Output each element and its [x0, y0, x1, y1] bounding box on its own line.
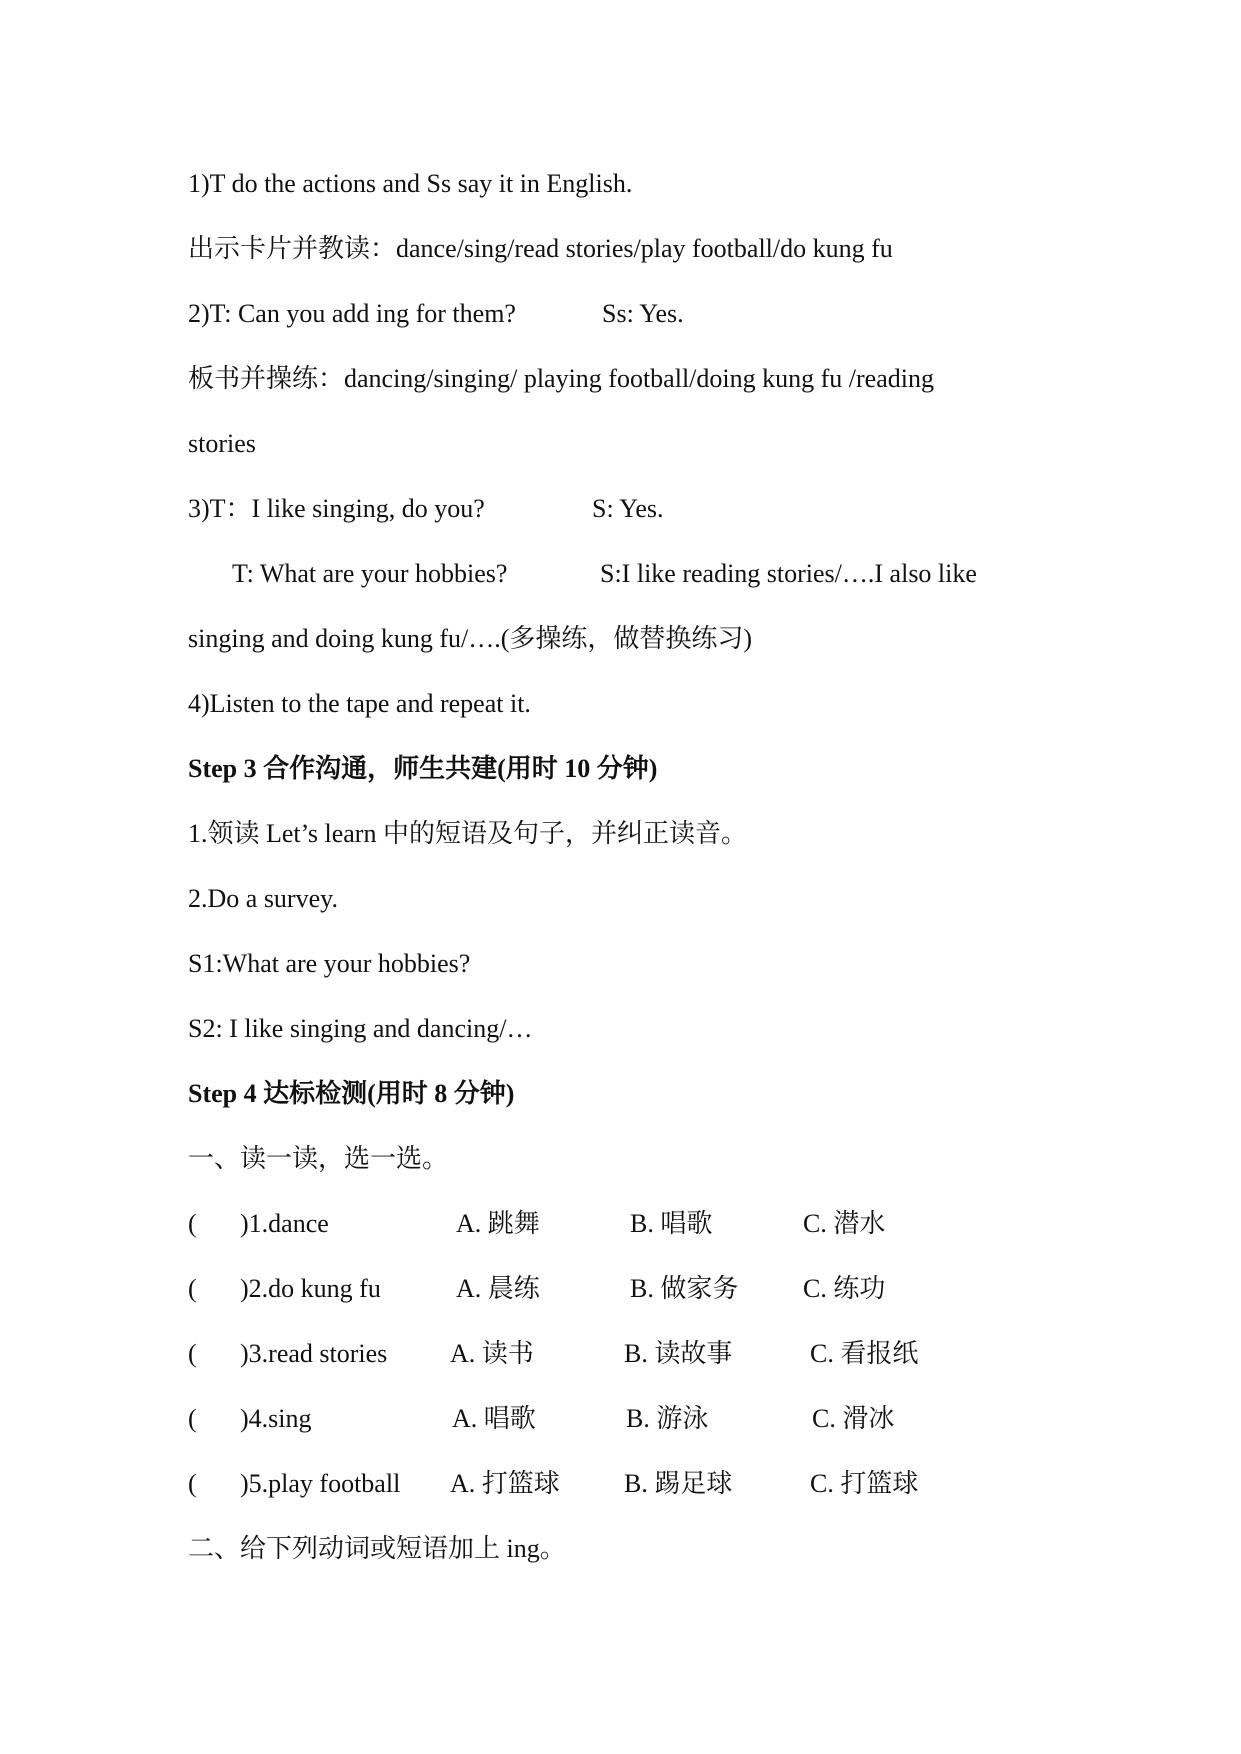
- quiz-item: )1.dance: [240, 1209, 329, 1238]
- quiz-option-b: B. 做家务: [630, 1274, 739, 1303]
- text-line-s1: S1:What are your hobbies?: [188, 949, 471, 978]
- quiz-option-b: B. 唱歌: [630, 1209, 713, 1238]
- quiz-paren: (: [188, 1469, 197, 1498]
- quiz-option-a: A. 唱歌: [452, 1404, 536, 1433]
- quiz-option-c: C. 潜水: [803, 1209, 886, 1238]
- quiz-item: )3.read stories: [240, 1339, 388, 1368]
- quiz-option-a: A. 打篮球: [450, 1469, 560, 1498]
- quiz-option-a: A. 跳舞: [456, 1209, 540, 1238]
- quiz-paren: (: [188, 1404, 197, 1433]
- quiz-option-c: C. 练功: [803, 1274, 886, 1303]
- quiz-paren: (: [188, 1274, 197, 1303]
- quiz-option-c: C. 打篮球: [810, 1469, 919, 1498]
- text-line-add-ing-question: 2)T: Can you add ing for them?: [188, 299, 516, 328]
- quiz-item: )2.do kung fu: [240, 1274, 381, 1303]
- text-line-listen: 4)Listen to the tape and repeat it.: [188, 689, 531, 718]
- section-one-heading: 一、读一读，选一选。: [188, 1144, 449, 1173]
- text-line-like-singing-question: 3)T：I like singing, do you?: [188, 494, 485, 523]
- text-line-stories: stories: [188, 429, 256, 458]
- quiz-option-c: C. 看报纸: [810, 1339, 919, 1368]
- quiz-option-b: B. 游泳: [626, 1404, 709, 1433]
- text-line-add-ing-answer: Ss: Yes.: [602, 299, 684, 328]
- text-line-like-singing-answer: S: Yes.: [592, 494, 664, 523]
- quiz-paren: (: [188, 1209, 197, 1238]
- text-line-blackboard: 板书并操练：dancing/singing/ playing football/doing kung fu /reading: [188, 364, 934, 393]
- text-line-hobbies-question: T: What are your hobbies?: [232, 559, 508, 588]
- quiz-option-a: A. 晨练: [456, 1274, 540, 1303]
- text-line-survey: 2.Do a survey.: [188, 884, 338, 913]
- step4-heading: Step 4 达标检测(用时 8 分钟): [188, 1079, 515, 1108]
- text-line-actions: 1)T do the actions and Ss say it in English.: [188, 169, 633, 198]
- step3-heading: Step 3 合作沟通，师生共建(用时 10 分钟): [188, 754, 658, 783]
- quiz-option-c: C. 滑冰: [812, 1404, 895, 1433]
- section-two-heading: 二、给下列动词或短语加上 ing。: [188, 1534, 566, 1563]
- quiz-item: )5.play football: [240, 1469, 401, 1498]
- quiz-option-b: B. 读故事: [624, 1339, 733, 1368]
- quiz-option-b: B. 踢足球: [624, 1469, 733, 1498]
- quiz-paren: (: [188, 1339, 197, 1368]
- text-line-s2: S2: I like singing and dancing/…: [188, 1014, 533, 1043]
- text-line-hobbies-answer: S:I like reading stories/….I also like: [600, 559, 977, 588]
- text-line-lead-reading: 1.领读 Let’s learn 中的短语及句子，并纠正读音。: [188, 819, 747, 848]
- quiz-option-a: A. 读书: [450, 1339, 534, 1368]
- text-line-cards: 出示卡片并教读：dance/sing/read stories/play football/do kung fu: [188, 234, 893, 263]
- quiz-item: )4.sing: [240, 1404, 312, 1433]
- text-line-practice: singing and doing kung fu/….(多操练，做替换练习): [188, 624, 753, 653]
